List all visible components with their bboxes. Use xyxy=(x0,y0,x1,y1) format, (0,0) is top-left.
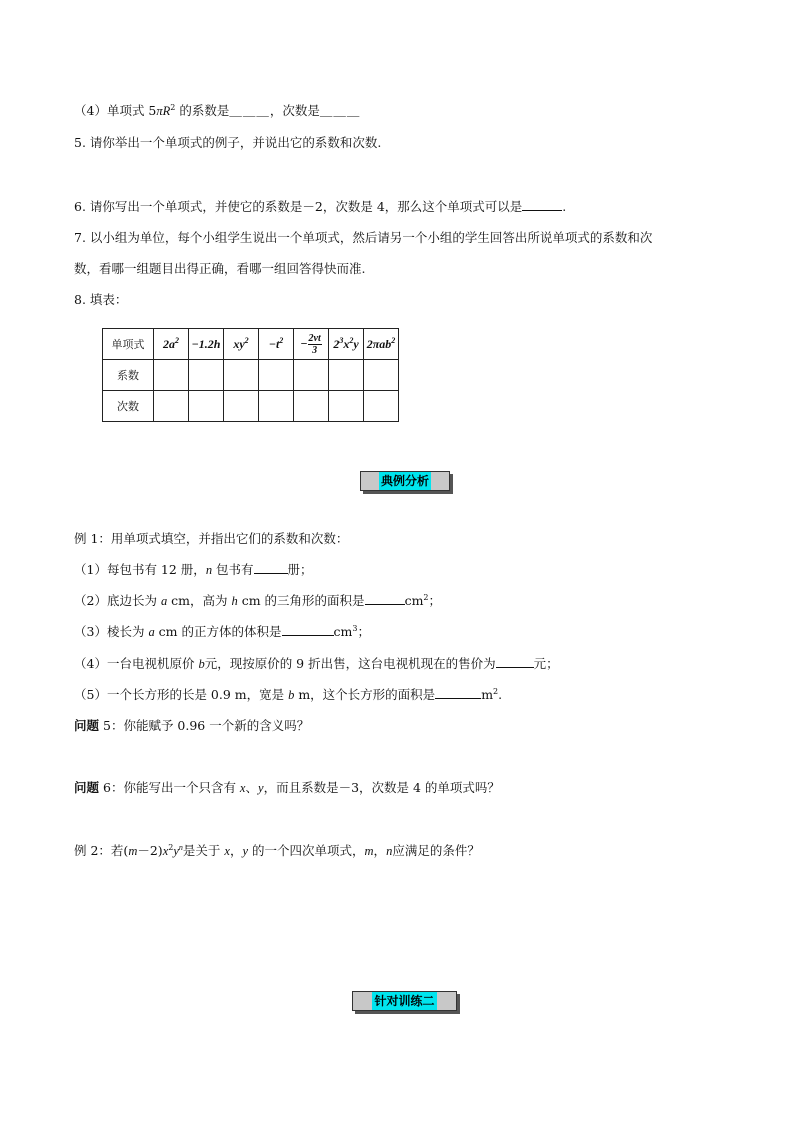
table-cell-expr: $-t^2$ xyxy=(259,329,294,360)
table-cell-input[interactable] xyxy=(259,360,294,391)
row-header-monomial: 单项式 xyxy=(103,329,154,360)
table-cell-expr: $2^3x^2y$ xyxy=(329,329,364,360)
table-cell-expr: −1.2h xyxy=(189,329,224,360)
table-cell-input[interactable] xyxy=(154,360,189,391)
q5-line: 5. 请你举出一个单项式的例子，并说出它的系数和次数. xyxy=(74,135,382,150)
table-row xyxy=(103,360,399,391)
row-header-coefficient: 系数 xyxy=(103,360,154,391)
blank[interactable] xyxy=(365,592,405,605)
problem-label: 问题 xyxy=(74,718,100,733)
var-r: R xyxy=(162,104,171,118)
q7-line2: 数，看哪一组题目出得正确，看哪一组回答得快而准. xyxy=(74,261,366,276)
table-cell-input[interactable] xyxy=(294,360,329,391)
blank[interactable] xyxy=(282,623,334,636)
table-cell-input[interactable] xyxy=(294,391,329,422)
blank[interactable] xyxy=(254,561,288,574)
table-cell-input[interactable] xyxy=(224,391,259,422)
ex1-p1: （1）每包书有 12 册，n 包书有 册； xyxy=(74,562,313,577)
blank[interactable] xyxy=(435,686,481,699)
table-cell-input[interactable] xyxy=(189,391,224,422)
problem-6: 问题 6：你能写出一个只含有 x、y，而且系数是－3，次数是 4 的单项式吗？ xyxy=(74,780,500,795)
table-cell-expr: − $\frac{2vt}{3}$ xyxy=(294,329,329,360)
fill-table xyxy=(102,328,399,422)
q6-end: . xyxy=(562,199,567,214)
ex1-p3: （3）棱长为 a cm 的正方体的体积是 $cm^3$； xyxy=(74,623,370,639)
ex1-p4: （4）一台电视机原价 b元，现按原价的 9 折出售，这台电视机现在的售价为 元； xyxy=(74,656,559,671)
problem-label: 问题 xyxy=(74,780,100,795)
q8-line: 8. 填表： xyxy=(74,292,128,307)
table-row xyxy=(103,329,399,360)
table-cell-input[interactable] xyxy=(364,391,399,422)
blank[interactable]: ＿＿＿ xyxy=(229,103,270,118)
ex1-title: 例 1：用单项式填空，并指出它们的系数和次数： xyxy=(74,531,349,546)
problem-5: 问题 5：你能赋予 0.96 一个新的含义吗？ xyxy=(74,718,310,733)
q6-text: 6. 请你写出一个单项式，并使它的系数是－2，次数是 4，那么这个单项式可以是 xyxy=(74,199,523,214)
ex1-p2: （2）底边长为 a cm，高为 h cm 的三角形的面积是 $cm^2$； xyxy=(74,592,442,608)
q6-line xyxy=(74,198,566,216)
exponent: 2 xyxy=(170,102,176,112)
q7-line1: 7. 以小组为单位，每个小组学生说出一个单项式，然后请另一个小组的学生回答出所说单项式的系数和次 xyxy=(74,230,653,245)
ex1-p5: （5）一个长方形的长是 0.9 m，宽是 b m，这个长方形的面积是 $m^2$. xyxy=(74,686,503,702)
ex2-line: 例 2：若$(m-2)x^2y^n$是关于 x，y 的一个四次单项式，m，n应满足的条件？ xyxy=(74,842,480,858)
q4-mid: 的系数是 xyxy=(175,103,230,118)
table-cell-input[interactable] xyxy=(329,360,364,391)
table-cell-input[interactable] xyxy=(154,391,189,422)
q4-line xyxy=(74,102,360,120)
pi-symbol: π xyxy=(156,104,163,118)
table-row xyxy=(103,391,399,422)
blank[interactable] xyxy=(496,655,534,668)
table-cell-input[interactable] xyxy=(364,360,399,391)
table-cell-input[interactable] xyxy=(259,391,294,422)
section-banner-examples: 典例分析 xyxy=(360,471,450,491)
row-header-degree: 次数 xyxy=(103,391,154,422)
table-cell-input[interactable] xyxy=(189,360,224,391)
table-cell-expr: $xy^2$ xyxy=(224,329,259,360)
table-cell-input[interactable] xyxy=(329,391,364,422)
table-cell-input[interactable] xyxy=(224,360,259,391)
q4-prefix: （4）单项式 5 xyxy=(74,103,157,118)
table-cell-expr: $2a^2$ xyxy=(154,329,189,360)
section-banner-training: 针对训练二 xyxy=(352,991,457,1011)
table-cell-expr: 2πab$^2$ xyxy=(364,329,399,360)
blank[interactable]: ＿＿＿ xyxy=(319,103,361,118)
q4-mid2: ，次数是 xyxy=(269,103,320,118)
blank[interactable] xyxy=(522,198,562,211)
